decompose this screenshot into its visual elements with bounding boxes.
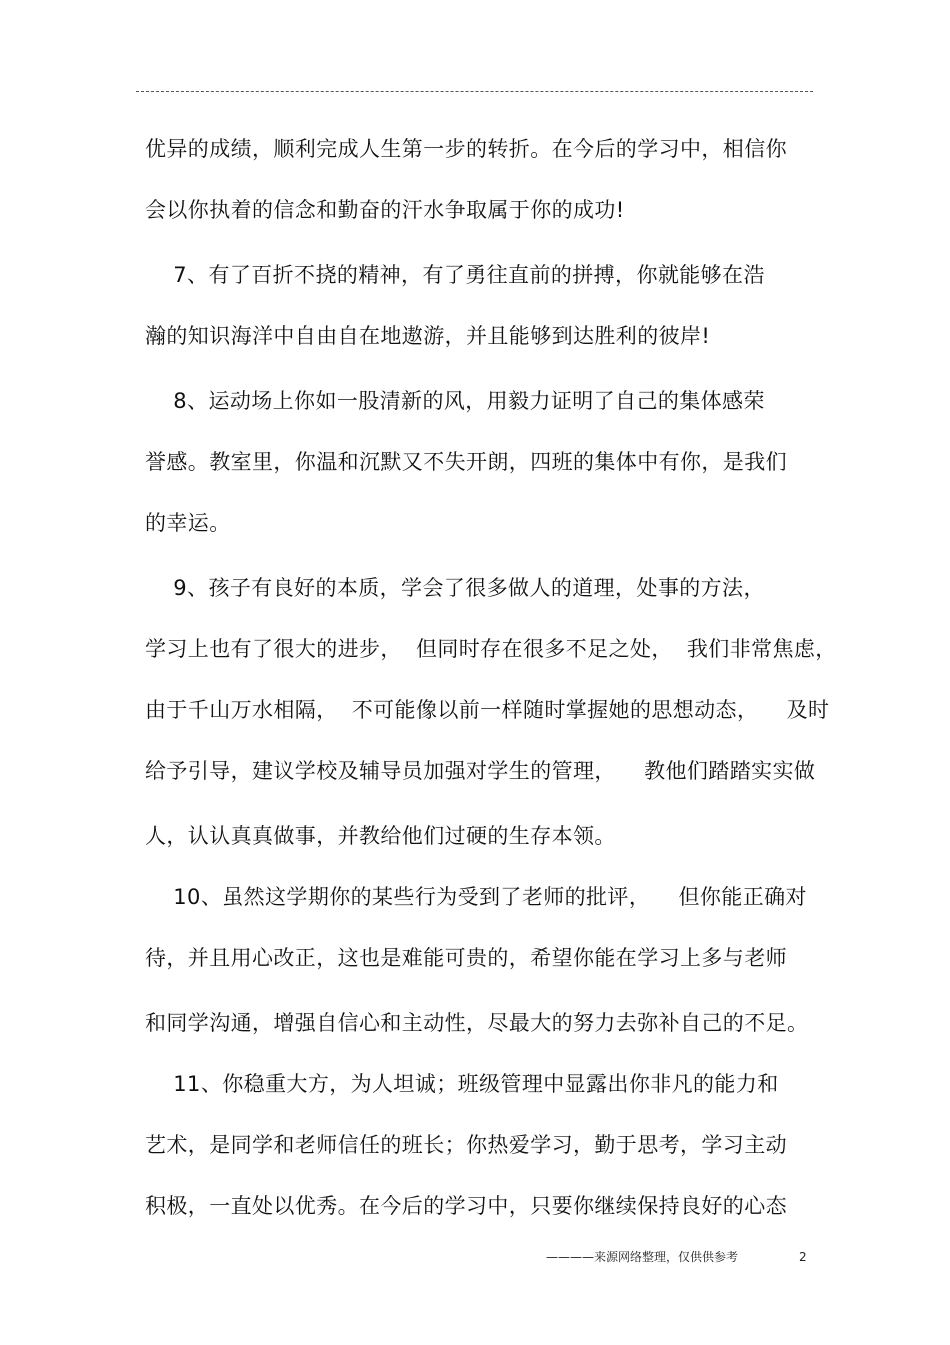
- body-text-line: 誉感。教室里，你温和沉默又不失开朗，四班的集体中有你，是我们: [145, 450, 787, 474]
- body-text-line: 和同学沟通，增强自信心和主动性，尽最大的努力去弥补自己的不足。: [145, 1011, 809, 1035]
- header-divider: [136, 91, 813, 92]
- body-text-line: 的幸运。: [145, 511, 231, 535]
- body-text-line: 会以你执着的信念和勤奋的汗水争取属于你的成功!: [145, 198, 625, 222]
- page-number: 2: [799, 1250, 807, 1264]
- body-text-line: 8、运动场上你如一股清新的风，用毅力证明了自己的集体感荣: [145, 389, 765, 413]
- footer-source-note: ————来源网络整理，仅供供参考: [546, 1250, 739, 1264]
- body-text-line: 人，认认真真做事，并教给他们过硬的生存本领。: [145, 824, 616, 848]
- body-text-line: 7、有了百折不挠的精神，有了勇往直前的拼搏，你就能够在浩: [145, 263, 765, 287]
- body-text-line: 给予引导，建议学校及辅导员加强对学生的管理， 教他们踏踏实实做: [145, 759, 816, 783]
- body-text-line: 瀚的知识海洋中自由自在地遨游，并且能够到达胜利的彼岸!: [145, 324, 711, 348]
- body-text-line: 待，并且用心改正，这也是难能可贵的，希望你能在学习上多与老师: [145, 946, 787, 970]
- body-text-line: 优异的成绩，顺利完成人生第一步的转折。在今后的学习中，相信你: [145, 137, 787, 161]
- body-text-line: 学习上也有了很大的进步， 但同时存在很多不足之处， 我们非常焦虑，: [145, 637, 837, 661]
- body-text-line: 10、虽然这学期你的某些行为受到了老师的批评， 但你能正确对: [145, 885, 807, 909]
- body-text-line: 11、你稳重大方，为人坦诚；班级管理中显露出你非凡的能力和: [145, 1072, 779, 1096]
- body-text-line: 积极，一直处以优秀。在今后的学习中，只要你继续保持良好的心态: [145, 1194, 787, 1218]
- body-text-line: 艺术，是同学和老师信任的班长；你热爱学习，勤于思考，学习主动: [145, 1133, 787, 1157]
- body-text-line: 由于千山万水相隔， 不可能像以前一样随时掌握她的思想动态， 及时: [145, 698, 830, 722]
- body-text-line: 9、孩子有良好的本质，学会了很多做人的道理，处事的方法，: [145, 576, 765, 600]
